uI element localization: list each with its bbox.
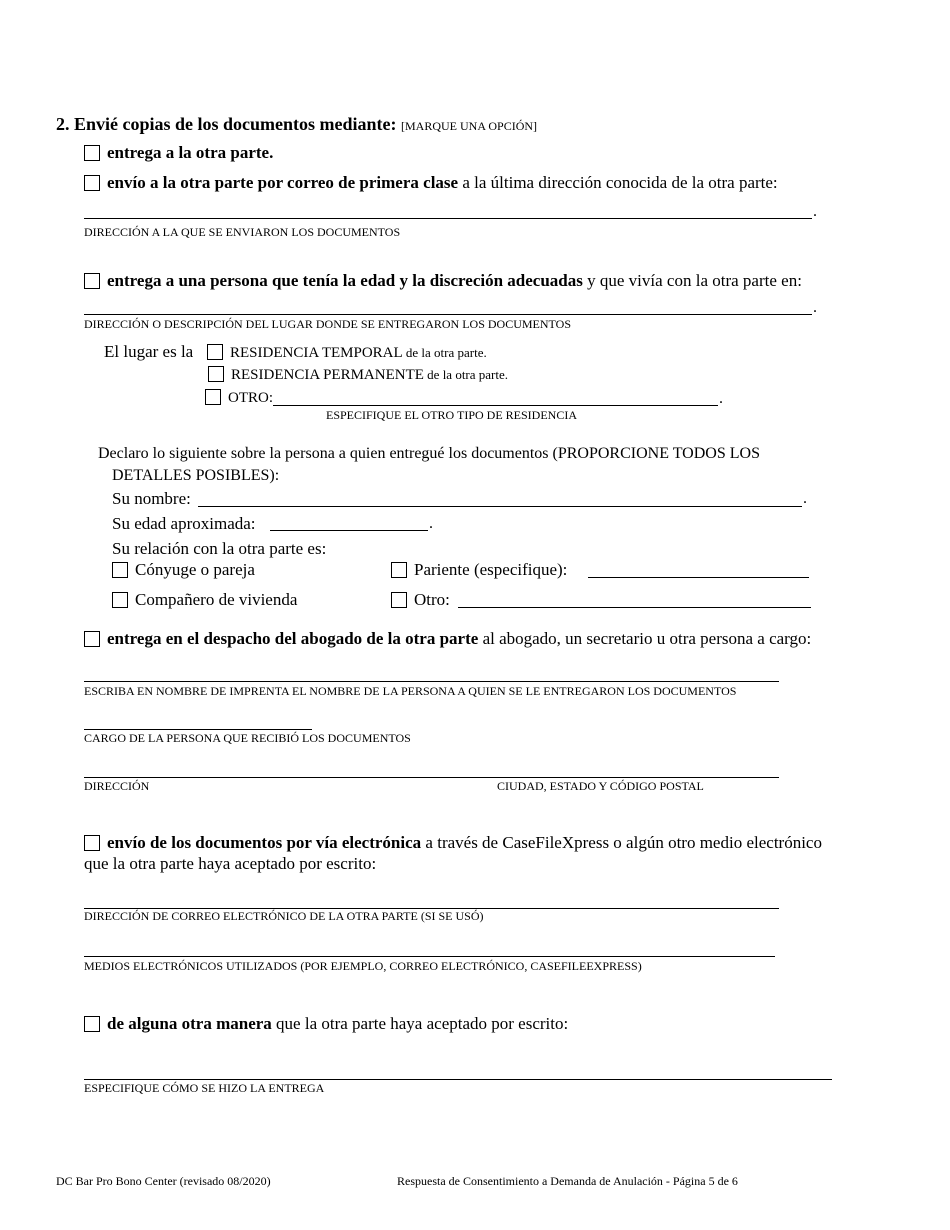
name-line[interactable] bbox=[198, 506, 802, 507]
other-manner-rest: que la otra parte haya aceptado por escrito: bbox=[271, 1014, 569, 1033]
other-residence-checkbox[interactable] bbox=[205, 389, 221, 405]
footer-right: Respuesta de Consentimiento a Demanda de Anulación - Página 5 de 6 bbox=[397, 1174, 738, 1188]
person-delivery-rest: y que vivía con la otra parte en: bbox=[582, 271, 802, 290]
name-label: Su nombre: bbox=[112, 489, 191, 508]
age-label: Su edad aproximada: bbox=[112, 514, 256, 533]
roommate-label: Compañero de vivienda bbox=[135, 590, 298, 609]
electronic-delivery-line-2: que la otra parte haya aceptado por escrito: bbox=[84, 854, 377, 873]
other-relation-label: Otro: bbox=[414, 590, 450, 609]
mail-delivery-rest: a la última dirección conocida de la otra parte: bbox=[458, 173, 778, 192]
temporary-residence-rest: de la otra parte. bbox=[402, 345, 487, 360]
attorney-city-caption: CIUDAD, ESTADO Y CÓDIGO POSTAL bbox=[497, 779, 704, 793]
electronic-means-caption: MEDIOS ELECTRÓNICOS UTILIZADOS (POR EJEMPLO, CORREO ELECTRÓNICO, CASEFILEEXPRESS) bbox=[84, 959, 642, 973]
electronic-delivery-label bbox=[107, 833, 822, 853]
age-line[interactable] bbox=[270, 530, 428, 531]
electronic-delivery-checkbox[interactable] bbox=[84, 835, 100, 851]
relative-line[interactable] bbox=[588, 577, 809, 578]
recipient-name-line[interactable] bbox=[84, 681, 779, 682]
electronic-delivery-rest: a través de CaseFileXpress o algún otro medio electrónico bbox=[421, 833, 822, 852]
period: . bbox=[429, 515, 433, 532]
attorney-office-label bbox=[107, 629, 811, 649]
other-relation-line[interactable] bbox=[458, 607, 811, 608]
hand-delivery-text: entrega a la otra parte. bbox=[107, 143, 274, 162]
declaration-line-1: Declaro lo siguiente sobre la persona a quien entregué los documentos (PROPORCIONE TODOS LOS bbox=[98, 445, 760, 462]
other-manner-bold: de alguna otra manera bbox=[107, 1014, 272, 1033]
section-heading-text: 2. Envié copias de los documentos mediante: bbox=[56, 114, 397, 134]
relation-label: Su relación con la otra parte es: bbox=[112, 539, 327, 558]
other-relation-checkbox[interactable] bbox=[391, 592, 407, 608]
roommate-checkbox[interactable] bbox=[112, 592, 128, 608]
person-address-line[interactable] bbox=[84, 314, 812, 315]
period: . bbox=[803, 490, 807, 507]
other-manner-caption: ESPECIFIQUE CÓMO SE HIZO LA ENTREGA bbox=[84, 1081, 325, 1095]
recipient-title-line[interactable] bbox=[84, 729, 312, 730]
attorney-address-caption: DIRECCIÓN bbox=[84, 779, 150, 793]
person-address-caption: DIRECCIÓN O DESCRIPCIÓN DEL LUGAR DONDE SE ENTREGARON LOS DOCUMENTOS bbox=[84, 317, 572, 331]
footer-left: DC Bar Pro Bono Center (revisado 08/2020) bbox=[56, 1174, 271, 1188]
permanent-residence-label bbox=[231, 366, 508, 384]
temporary-residence-checkbox[interactable] bbox=[207, 344, 223, 360]
spouse-checkbox[interactable] bbox=[112, 562, 128, 578]
hand-delivery-label bbox=[107, 143, 273, 163]
electronic-delivery-bold: envío de los documentos por vía electrónica bbox=[107, 833, 422, 852]
recipient-title-caption: CARGO DE LA PERSONA QUE RECIBIÓ LOS DOCUMENTOS bbox=[84, 731, 411, 745]
mail-address-line[interactable] bbox=[84, 218, 812, 219]
hand-delivery-checkbox[interactable] bbox=[84, 145, 100, 161]
mail-delivery-bold: envío a la otra parte por correo de primera clase bbox=[107, 173, 459, 192]
spouse-label: Cónyuge o pareja bbox=[135, 560, 255, 579]
temporary-residence-label bbox=[230, 344, 487, 362]
attorney-office-checkbox[interactable] bbox=[84, 631, 100, 647]
other-residence-line[interactable] bbox=[273, 405, 718, 406]
period: . bbox=[813, 299, 817, 316]
place-label: El lugar es la bbox=[104, 342, 194, 361]
person-delivery-label bbox=[107, 271, 802, 291]
electronic-means-line[interactable] bbox=[84, 956, 775, 957]
permanent-residence-rest: de la otra parte. bbox=[423, 367, 509, 382]
attorney-office-bold: entrega en el despacho del abogado de la otra parte bbox=[107, 629, 479, 648]
relative-label: Pariente (especifique): bbox=[414, 560, 568, 579]
person-delivery-bold: entrega a una persona que tenía la edad y la discreción adecuadas bbox=[107, 271, 583, 290]
recipient-name-caption: ESCRIBA EN NOMBRE DE IMPRENTA EL NOMBRE DE LA PERSONA A QUIEN SE LE ENTREGARON LOS DOCUMENTOS bbox=[84, 684, 737, 698]
declaration-line-2: DETALLES POSIBLES): bbox=[112, 467, 280, 484]
other-manner-label bbox=[107, 1014, 568, 1034]
mail-delivery-label bbox=[107, 173, 778, 193]
other-manner-checkbox[interactable] bbox=[84, 1016, 100, 1032]
section-heading bbox=[56, 113, 537, 135]
period: . bbox=[813, 203, 817, 220]
mail-delivery-checkbox[interactable] bbox=[84, 175, 100, 191]
other-manner-line[interactable] bbox=[84, 1079, 832, 1080]
relative-checkbox[interactable] bbox=[391, 562, 407, 578]
section-instruction: [MARQUE UNA OPCIÓN] bbox=[401, 119, 538, 133]
person-delivery-checkbox[interactable] bbox=[84, 273, 100, 289]
other-residence-caption: ESPECIFIQUE EL OTRO TIPO DE RESIDENCIA bbox=[326, 408, 577, 422]
attorney-address-line[interactable] bbox=[84, 777, 779, 778]
temporary-residence-caps: RESIDENCIA TEMPORAL bbox=[230, 345, 403, 361]
email-address-caption: DIRECCIÓN DE CORREO ELECTRÓNICO DE LA OTRA PARTE (SI SE USÓ) bbox=[84, 909, 484, 923]
mail-address-caption: DIRECCIÓN A LA QUE SE ENVIARON LOS DOCUMENTOS bbox=[84, 225, 401, 239]
other-residence-label: OTRO: bbox=[228, 390, 273, 406]
period: . bbox=[719, 390, 723, 407]
attorney-office-rest: al abogado, un secretario u otra persona a cargo: bbox=[478, 629, 812, 648]
permanent-residence-caps: RESIDENCIA PERMANENTE bbox=[231, 367, 424, 383]
permanent-residence-checkbox[interactable] bbox=[208, 366, 224, 382]
